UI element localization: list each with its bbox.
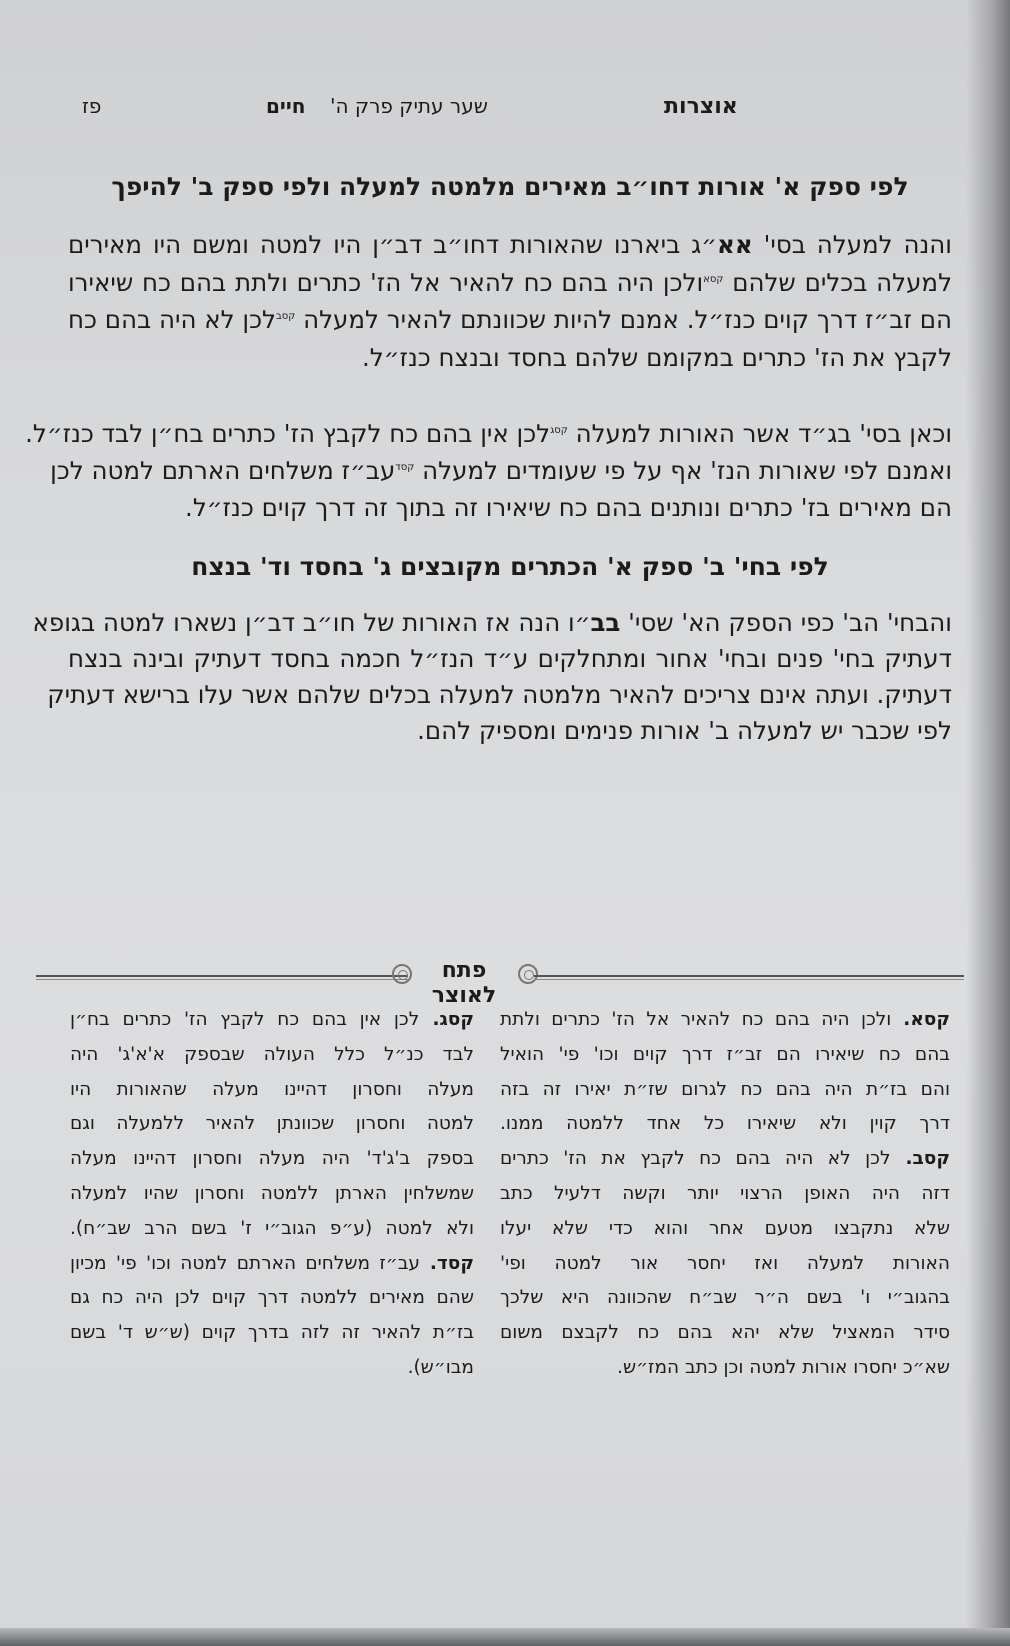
text-segment: בספק ב'ג'ד' היה מעלה וחסרון דהיינו מעלה	[70, 1148, 474, 1170]
text-segment: לכן לא היה בהם כח	[68, 305, 276, 334]
text-line	[32, 606, 952, 640]
text-line	[70, 1214, 474, 1244]
section-heading-1: לפי ספק א' אורות דחו״ב מאירים מלמטה למעלה ולפי ספק ב' להיפך	[111, 172, 909, 201]
text-segment: עב״ז משלחים הארתם למטה וכו' פי' מכיון	[70, 1252, 420, 1274]
text-segment: בהם כח שיאירו הם זב״ז דרך קוים וכו' פי' הואיל	[500, 1043, 950, 1065]
text-segment: דעתיק. ועתה אינם צריכים להאיר מלמטה למעלה בכלים שלהם אשר עלו ברישא דעתיק	[47, 680, 952, 709]
text-segment: עב״ז משלחים הארתם למטה לכן	[50, 456, 396, 485]
text-line	[68, 303, 952, 337]
text-segment: לכן אין בהם כח לקבץ הז' כתרים בח״ן לבד כנז״ל.	[25, 419, 551, 448]
text-segment: לכן אין בהם כח לקבץ הז' כתרים בח״ן	[70, 1009, 420, 1030]
running-header-section: שער עתיק פרק ה'	[330, 94, 488, 118]
footnote-marker[interactable]: קסד	[395, 461, 415, 473]
section-heading-2: לפי בחי' ב' ספק א' הכתרים מקובצים ג' בחסד וד' בנצח	[191, 552, 829, 581]
text-line	[500, 1005, 950, 1035]
text-segment: דעתיק בחי' פנים ובחי' אחור ומתחלקים ע״ד הנז״ל חכמה בחסד דעתיק ובינה בנצח	[68, 644, 952, 673]
text-line	[500, 1040, 950, 1070]
text-line	[500, 1075, 950, 1105]
text-segment: בז״ת להאיר זה לזה בדרך קוים (ש״ש ד' בשם	[70, 1322, 474, 1344]
text-line	[70, 1318, 474, 1348]
text-line	[500, 1144, 950, 1174]
text-line	[70, 1249, 474, 1279]
text-segment: ולכן היה בהם כח להאיר אל הז' כתרים ולתת	[500, 1009, 892, 1030]
text-segment: וכאן בסי' בג״ד אשר האורות למעלה	[567, 419, 952, 448]
text-line	[70, 1179, 474, 1209]
text-segment: שלא נתקבצו מטעם אחר והוא כדי שלא יעלו	[500, 1217, 950, 1239]
text-segment: לבד כנ״ל כלל העולה שבספק א'א'ג' היה	[70, 1043, 474, 1065]
text-segment: לפי שכבר יש למעלה ב' אורות פנימים ומספיק להם.	[417, 716, 952, 745]
text-line	[68, 341, 952, 375]
text-line	[500, 1214, 950, 1244]
text-line	[70, 1005, 474, 1035]
footnote-marker[interactable]: קסב	[275, 310, 296, 322]
footnote-divider-right-thin	[534, 979, 964, 980]
text-segment: מעלה וחסרון דהיינו מעלה שהאורות היו	[70, 1078, 474, 1100]
text-segment: קסא.	[891, 1009, 950, 1030]
text-line	[47, 678, 952, 712]
footnote-divider-left	[36, 975, 408, 977]
text-segment: קסד.	[420, 1252, 474, 1274]
text-segment: שמשלחין הארתן ללמטה וחסרון שהיו למעלה	[70, 1183, 474, 1204]
text-line	[500, 1318, 950, 1348]
text-line	[500, 1353, 950, 1383]
text-segment: למטה וחסרון שכוונתן להאיר ללמעלה וגם	[70, 1113, 474, 1135]
text-line	[70, 1075, 474, 1105]
text-line	[25, 417, 952, 451]
text-line	[68, 266, 952, 300]
text-line	[500, 1249, 950, 1279]
text-segment: קסג.	[419, 1009, 474, 1030]
text-segment: בהגוב״י ו' בשם ה״ר שב״ח שהכוונה היא שלכך	[500, 1287, 950, 1309]
text-line	[68, 491, 952, 525]
text-segment: ואמנם לפי שאורות הנז' אף על פי שעומדים למעלה	[414, 456, 952, 485]
footnote-marker[interactable]: קסא	[703, 273, 724, 285]
text-line	[500, 1179, 950, 1209]
text-segment: ״ו הנה אז האורות של חו״ב דב״ן נשארו למטה בגופא	[32, 608, 591, 637]
text-line	[500, 1283, 950, 1313]
ornament-swirl-icon	[392, 964, 412, 984]
footnotes-title: פתח לאוצר	[431, 958, 497, 1008]
text-segment: שהם מאירים ללמטה דרך קוים לכן היה כח גם	[70, 1287, 474, 1309]
text-segment: למעלה בכלים שלהם	[723, 267, 952, 297]
text-segment: אא	[717, 230, 753, 259]
text-segment: דרך קוין ולא שיאירו כל אחד ללמטה ממנו.	[500, 1113, 950, 1135]
footnote-marker[interactable]: קסג	[550, 424, 568, 436]
text-line	[68, 642, 952, 676]
page-number: פז	[82, 94, 102, 118]
text-line	[68, 714, 952, 748]
text-line	[68, 228, 952, 262]
text-segment: סידר המאציל שלא יהא בהם כח לקבצם משום	[500, 1322, 950, 1344]
text-segment: ולכן היה בהם כח להאיר אל הז' כתרים ולתת בהם כח שיאירו	[68, 267, 704, 297]
text-segment: שא״כ יחסרו אורות למטה וכן כתב המז״ש.	[617, 1357, 950, 1378]
text-segment: קסב.	[890, 1148, 951, 1170]
text-segment: לכן לא היה בהם כח לקבץ את הז' כתרים	[500, 1148, 891, 1170]
text-line	[70, 1353, 474, 1383]
text-line	[70, 1283, 474, 1313]
text-segment: הם מאירים בז' כתרים ונותנים בהם כח שיאירו זה בתוך זה דרך קוים כנז״ל.	[185, 493, 952, 522]
text-line	[70, 1109, 474, 1139]
text-segment: והנה למעלה בסי'	[752, 230, 952, 259]
footnote-divider-right	[534, 975, 964, 977]
text-segment: דזה היה האופן הרצוי יותר וקשה דלעיל כתב	[500, 1183, 950, 1204]
text-segment: הם זב״ז דרך קוים כנז״ל. אמנם להיות שכוונתם להאיר למעלה	[295, 305, 952, 334]
text-segment: האורות למעלה ואז יחסר אור למטה ופי'	[500, 1252, 950, 1274]
page-edge-shadow	[966, 0, 1010, 1646]
running-header-book: אוצרות	[664, 94, 738, 119]
text-segment: ולא למטה (ע״פ הגוב״י ז' בשם הרב שב״ח).	[70, 1217, 474, 1239]
running-header-book2: חיים	[266, 94, 306, 118]
text-segment: והבחי' הב' כפי הספק הא' שסי'	[620, 608, 952, 637]
ornament-swirl-icon	[518, 964, 538, 984]
text-segment: והם בז״ת היה בהם כח לגרום שז״ת יאירו זה בזה	[500, 1078, 950, 1100]
footnote-divider-left-thin	[36, 979, 408, 980]
text-line	[50, 454, 952, 488]
text-segment: מבו״ש).	[407, 1357, 474, 1378]
text-line	[70, 1040, 474, 1070]
text-segment: לקבץ את הז' כתרים במקומם שלהם בחסד ובנצח כנז״ל.	[361, 342, 952, 372]
page-bottom-shadow	[0, 1628, 1010, 1646]
text-line	[500, 1109, 950, 1139]
text-line	[70, 1144, 474, 1174]
text-segment: ״ג ביארנו שהאורות דחו״ב דב״ן היו למטה ומשם היו מאירים	[68, 230, 718, 259]
text-segment: בב	[590, 608, 621, 637]
